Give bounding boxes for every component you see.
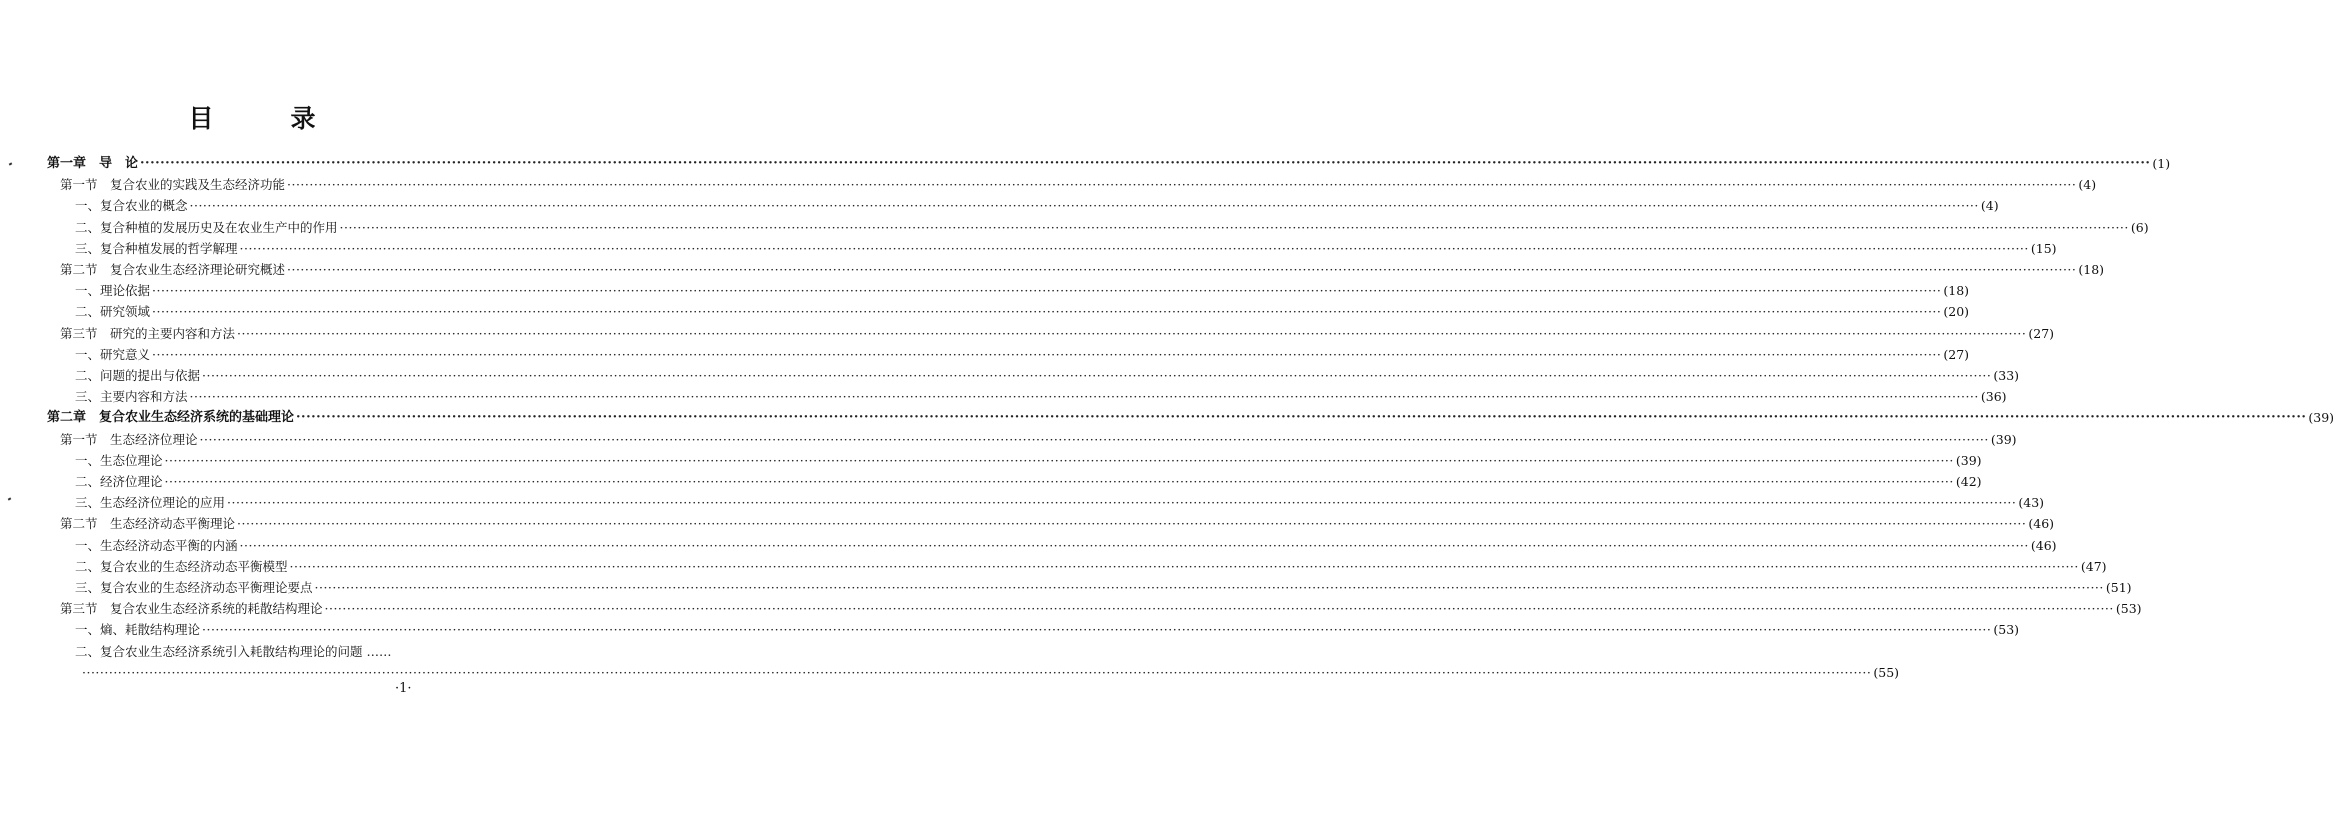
toc-entry-page: (46) xyxy=(2030,537,2057,553)
toc-entry-page: (53) xyxy=(1993,622,2020,638)
toc-entry-page: (4) xyxy=(2078,177,2097,193)
toc-entry-label: 一、生态经济动态平衡的内涵 xyxy=(75,537,238,553)
toc-entry xyxy=(75,577,2132,599)
table-of-contents xyxy=(0,153,2334,680)
toc-entry-label: 二、问题的提出与依据 xyxy=(75,368,201,383)
dot-leader: ················································································································································································································································································································································································································ xyxy=(199,431,1989,447)
toc-entry-label: 第三节 研究的主要内容和方法 xyxy=(60,325,236,341)
dot-leader: ················································································································································································································································································································································································································ xyxy=(152,346,1942,362)
dot-leader: ················································································································································································································································································································································································································ xyxy=(339,219,2129,235)
toc-entry-page: (43) xyxy=(2018,495,2045,511)
toc-entry xyxy=(60,323,2055,345)
toc-entry xyxy=(75,217,2149,239)
toc-entry-page: (47) xyxy=(2080,558,2107,574)
toc-entry xyxy=(75,556,2107,578)
toc-entry-page: (36) xyxy=(1980,389,2007,405)
dot-leader: ················································································································································································································································································································································································································ xyxy=(296,410,2307,426)
toc-entry xyxy=(60,259,2105,281)
toc-entry-label: 第二节 生态经济动态平衡理论 xyxy=(60,516,236,532)
toc-entry-label: 第一节 复合农业的实践及生态经济功能 xyxy=(60,177,286,193)
toc-entry-page: (1) xyxy=(2152,156,2171,171)
dot-leader: ················································································································································································································································································································································································································ xyxy=(289,558,2079,574)
toc-entry-page: (55) xyxy=(1873,664,1900,680)
toc-entry-page: (46) xyxy=(2028,516,2055,532)
page-title: 目 录 xyxy=(188,104,342,133)
toc-entry xyxy=(75,301,1970,323)
toc-entry xyxy=(75,195,1999,217)
dot-leader: ················································································································································································································································································································································································································ xyxy=(164,452,1954,468)
toc-entry xyxy=(75,450,1982,472)
toc-entry-label: 二、复合农业的生态经济动态平衡模型 xyxy=(75,558,288,574)
dot-leader: ················································································································································································································································································································································································································ xyxy=(287,177,2077,193)
dot-leader: ················································································································································································································································································································································································································ xyxy=(202,622,1992,638)
dot-leader: ················································································································································································································································································································································································································ xyxy=(314,580,2104,595)
toc-entry-page: (42) xyxy=(1955,474,1982,489)
toc-entry xyxy=(47,407,2334,429)
toc-entry-label: 第三节 复合农业生态经济系统的耗散结构理论 xyxy=(60,601,323,617)
toc-entry-label: 二、复合种植的发展历史及在农业生产中的作用 xyxy=(75,219,338,235)
toc-entry-page: (39) xyxy=(2308,410,2334,426)
toc-entry xyxy=(75,344,1970,366)
toc-entry xyxy=(60,174,2097,196)
toc-entry xyxy=(75,535,2057,557)
toc-entry xyxy=(47,153,2171,175)
dot-leader: ················································································································································································································································································································································································································ xyxy=(227,495,2017,511)
toc-entry-page: (33) xyxy=(1993,368,2020,383)
toc-entry-label: 三、复合农业的生态经济动态平衡理论要点 xyxy=(75,580,313,595)
toc-entry xyxy=(60,429,2017,451)
toc-entry-page: (27) xyxy=(2028,325,2055,341)
dot-leader: ················································································································································································································································································································································································································ xyxy=(82,664,1872,680)
toc-entry-label: 一、复合农业的概念 xyxy=(75,198,188,214)
toc-entry xyxy=(75,280,1970,302)
dot-leader: ················································································································································································································································································································································································································ xyxy=(189,198,1979,214)
toc-entry-label: 第一节 生态经济位理论 xyxy=(60,431,198,447)
toc-entry xyxy=(75,619,2020,641)
toc-entry-page: (20) xyxy=(1943,304,1970,320)
toc-entry-label: 一、熵、耗散结构理论 xyxy=(75,622,201,638)
dot-leader: ················································································································································································································································································································································································································ xyxy=(189,389,1979,405)
dot-leader: ················································································································································································································································································································································································································ xyxy=(237,325,2027,341)
dot-leader: ················································································································································································································································································································································································································ xyxy=(152,304,1942,320)
toc-entry-page: (51) xyxy=(2105,580,2132,595)
dot-leader: ················································································································································································································································································································································································································ xyxy=(152,283,1942,299)
toc-entry-label: 一、研究意义 xyxy=(75,346,151,362)
dot-leader: ················································································································································································································································································································································································································ xyxy=(287,262,2077,277)
toc-entry-page: (53) xyxy=(2115,601,2142,617)
toc-entry xyxy=(75,471,1982,493)
toc-entry-page: (27) xyxy=(1943,346,1970,362)
toc-entry-label: 一、理论依据 xyxy=(75,283,151,299)
toc-entry xyxy=(75,386,2007,408)
dot-leader: ················································································································································································································································································································································································································ xyxy=(324,601,2114,617)
dot-leader: ················································································································································································································································································································································································································ xyxy=(202,368,1992,383)
toc-entry xyxy=(75,365,2020,387)
toc-entry xyxy=(60,513,2055,535)
toc-entry-page: (15) xyxy=(2030,240,2057,256)
dot-leader: ················································································································································································································································································································································································································ xyxy=(239,240,2029,256)
toc-entry xyxy=(60,598,2142,620)
toc-entry-label: 第二章 复合农业生态经济系统的基础理论 xyxy=(47,410,295,426)
dot-leader: ················································································································································································································································································································································································································ xyxy=(237,516,2027,532)
dot-leader: ················································································································································································································································································································································································································ xyxy=(140,156,2151,171)
page-number: ·1· xyxy=(395,681,412,696)
toc-entry xyxy=(75,492,2045,514)
toc-entry-label: 第二节 复合农业生态经济理论研究概述 xyxy=(60,262,286,277)
toc-entry xyxy=(75,238,2057,260)
toc-entry-label: 三、主要内容和方法 xyxy=(75,389,188,405)
toc-entry-label: 三、复合种植发展的哲学解理 xyxy=(75,240,238,256)
toc-entry xyxy=(75,641,462,663)
toc-entry-page: (39) xyxy=(1955,452,1982,468)
toc-entry-label: 二、经济位理论 xyxy=(75,474,163,489)
toc-entry-page: (39) xyxy=(1990,431,2017,447)
toc-entry-label: 二、研究领域 xyxy=(75,304,151,320)
dot-leader: ················································································································································································································································································································································································································ xyxy=(164,474,1954,489)
toc-entry-page: (4) xyxy=(1980,198,1999,214)
toc-entry-label: 三、生态经济位理论的应用 xyxy=(75,495,226,511)
toc-entry-label: 第一章 导 论 xyxy=(47,156,139,171)
toc-entry-label: 二、复合农业生态经济系统引入耗散结构理论的问题 …… xyxy=(75,643,392,659)
toc-entry-label: 一、生态位理论 xyxy=(75,452,163,468)
toc-entry-page: (6) xyxy=(2130,219,2149,235)
dot-leader: ················································································································································································································································································································································································································ xyxy=(239,537,2029,553)
toc-entry-page: (18) xyxy=(2078,262,2105,277)
toc-entry-page: (18) xyxy=(1943,283,1970,299)
